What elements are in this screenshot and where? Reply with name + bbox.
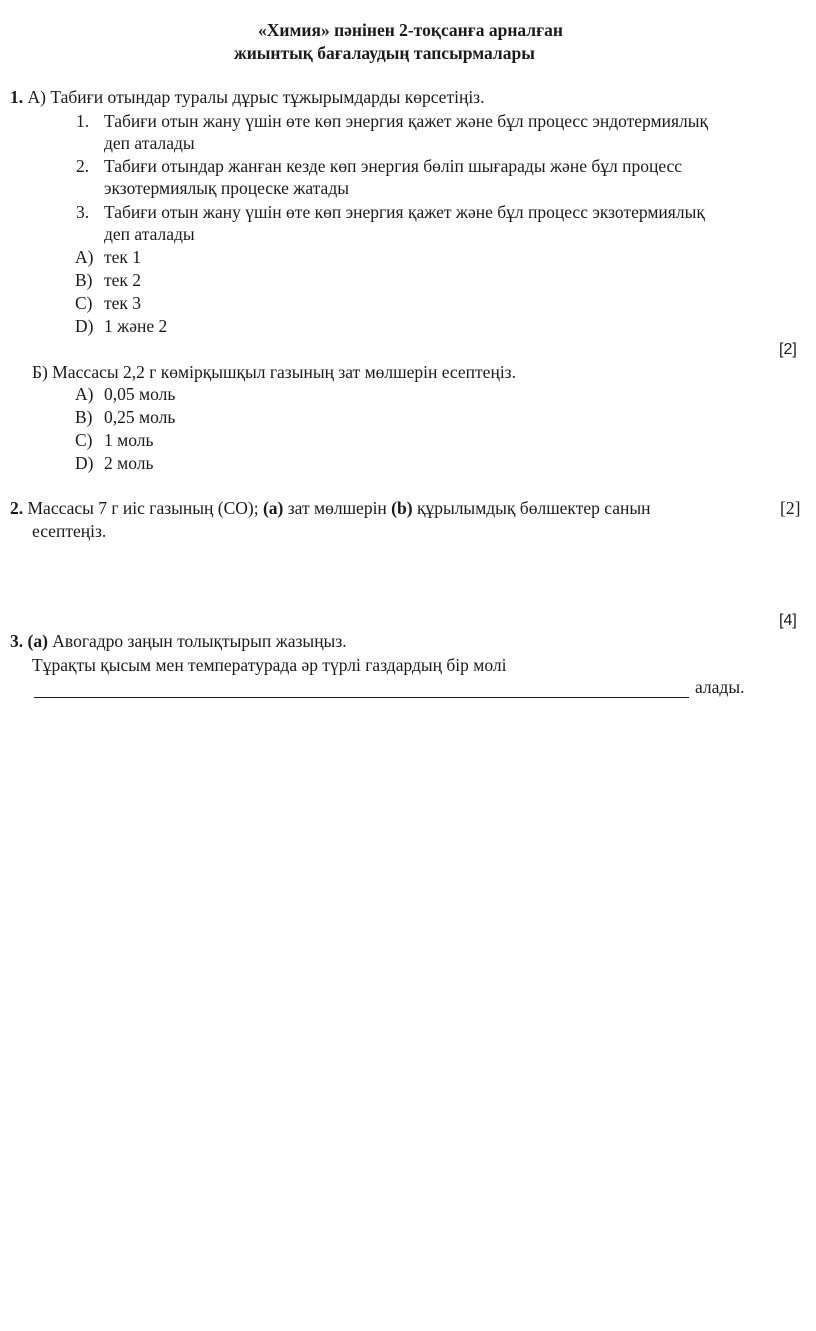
q1a-option-c-text: тек 3 bbox=[104, 293, 142, 313]
title-line-2: жиынтық бағалаудың тапсырмалары bbox=[234, 43, 535, 63]
q1a-option-d-letter: D) bbox=[75, 316, 94, 336]
q1-statement-1-line1: Табиғи отын жану үшін өте көп энергия қажет және бұл процесс эндотермиялық bbox=[104, 111, 709, 131]
q1a-option-c-letter: C) bbox=[75, 293, 93, 313]
q1-statement-1-line2: деп аталады bbox=[104, 133, 195, 153]
q3-marks: [4] bbox=[779, 612, 797, 629]
q3-line2: Тұрақты қысым мен температурада әр түрлі газдардың бір молі bbox=[32, 655, 507, 675]
q2-text-line2: есептеңіз. bbox=[32, 521, 107, 541]
q1b-option-a-letter: A) bbox=[75, 384, 94, 404]
q3-prompt bbox=[10, 630, 347, 652]
q1b-option-a-text: 0,05 моль bbox=[104, 384, 176, 404]
q2-text-post: құрылымдық бөлшектер санын bbox=[412, 498, 651, 518]
q1-statement-3-num: 3. bbox=[76, 202, 90, 222]
q1b-option-c-letter: C) bbox=[75, 430, 93, 450]
q1a-option-d-text: 1 және 2 bbox=[104, 316, 168, 336]
q1-number: 1. bbox=[10, 87, 24, 107]
q1-prompt-a bbox=[10, 86, 484, 108]
q1-statement-2-num: 2. bbox=[76, 156, 90, 176]
q1-statement-1-num: 1. bbox=[76, 111, 90, 131]
q1b-option-b-text: 0,25 моль bbox=[104, 407, 176, 427]
q2-a-label: (a) bbox=[262, 498, 284, 518]
q3-answer-line bbox=[34, 676, 744, 698]
q1-part-b-text: Б) Массасы 2,2 г көмірқышқыл газының зат мөлшерін есептеңіз. bbox=[32, 362, 516, 382]
q3-number: 3. bbox=[10, 631, 24, 651]
q3-prompt-text: Авогадро заңын толықтырып жазыңыз. bbox=[52, 631, 347, 651]
q1-statement-2-line2: экзотермиялық процеске жатады bbox=[104, 178, 349, 198]
q1a-option-b-text: тек 2 bbox=[104, 270, 142, 290]
q1-statement-3-line2: деп аталады bbox=[104, 224, 195, 244]
q2-marks: [2] bbox=[780, 498, 801, 518]
q1-statement-2-line1: Табиғи отындар жанған кезде көп энергия бөліп шығарады және бұл процесс bbox=[104, 156, 683, 176]
q2-b-label: (b) bbox=[391, 498, 413, 518]
q3-a-label: (a) bbox=[27, 631, 48, 651]
q1b-option-b-letter: B) bbox=[75, 407, 93, 427]
q1a-option-a-text: тек 1 bbox=[104, 247, 142, 267]
q2-text-pre: Массасы 7 г иіс газының (CO); bbox=[27, 498, 263, 518]
q1-part-a-text: А) Табиғи отындар туралы дұрыс тұжырымдарды көрсетіңіз. bbox=[27, 87, 485, 107]
q3-line3-end: алады. bbox=[695, 677, 745, 697]
q2-number: 2. bbox=[10, 498, 24, 518]
q2-text-mid: зат мөлшерін bbox=[283, 498, 392, 518]
q1b-option-d-letter: D) bbox=[75, 453, 94, 473]
title-line-1: «Химия» пәнінен 2-тоқсанға арналған bbox=[258, 20, 563, 40]
q1a-option-a-letter: A) bbox=[75, 247, 94, 267]
q1a-option-b-letter: B) bbox=[75, 270, 93, 290]
answer-blank[interactable] bbox=[34, 681, 689, 698]
q1b-option-d-text: 2 моль bbox=[104, 453, 154, 473]
q2-text-line1 bbox=[10, 497, 650, 519]
q1-statement-3-line1: Табиғи отын жану үшін өте көп энергия қажет және бұл процесс экзотермиялық bbox=[104, 202, 705, 222]
q1-marks: [2] bbox=[779, 341, 797, 358]
q1b-option-c-text: 1 моль bbox=[104, 430, 154, 450]
